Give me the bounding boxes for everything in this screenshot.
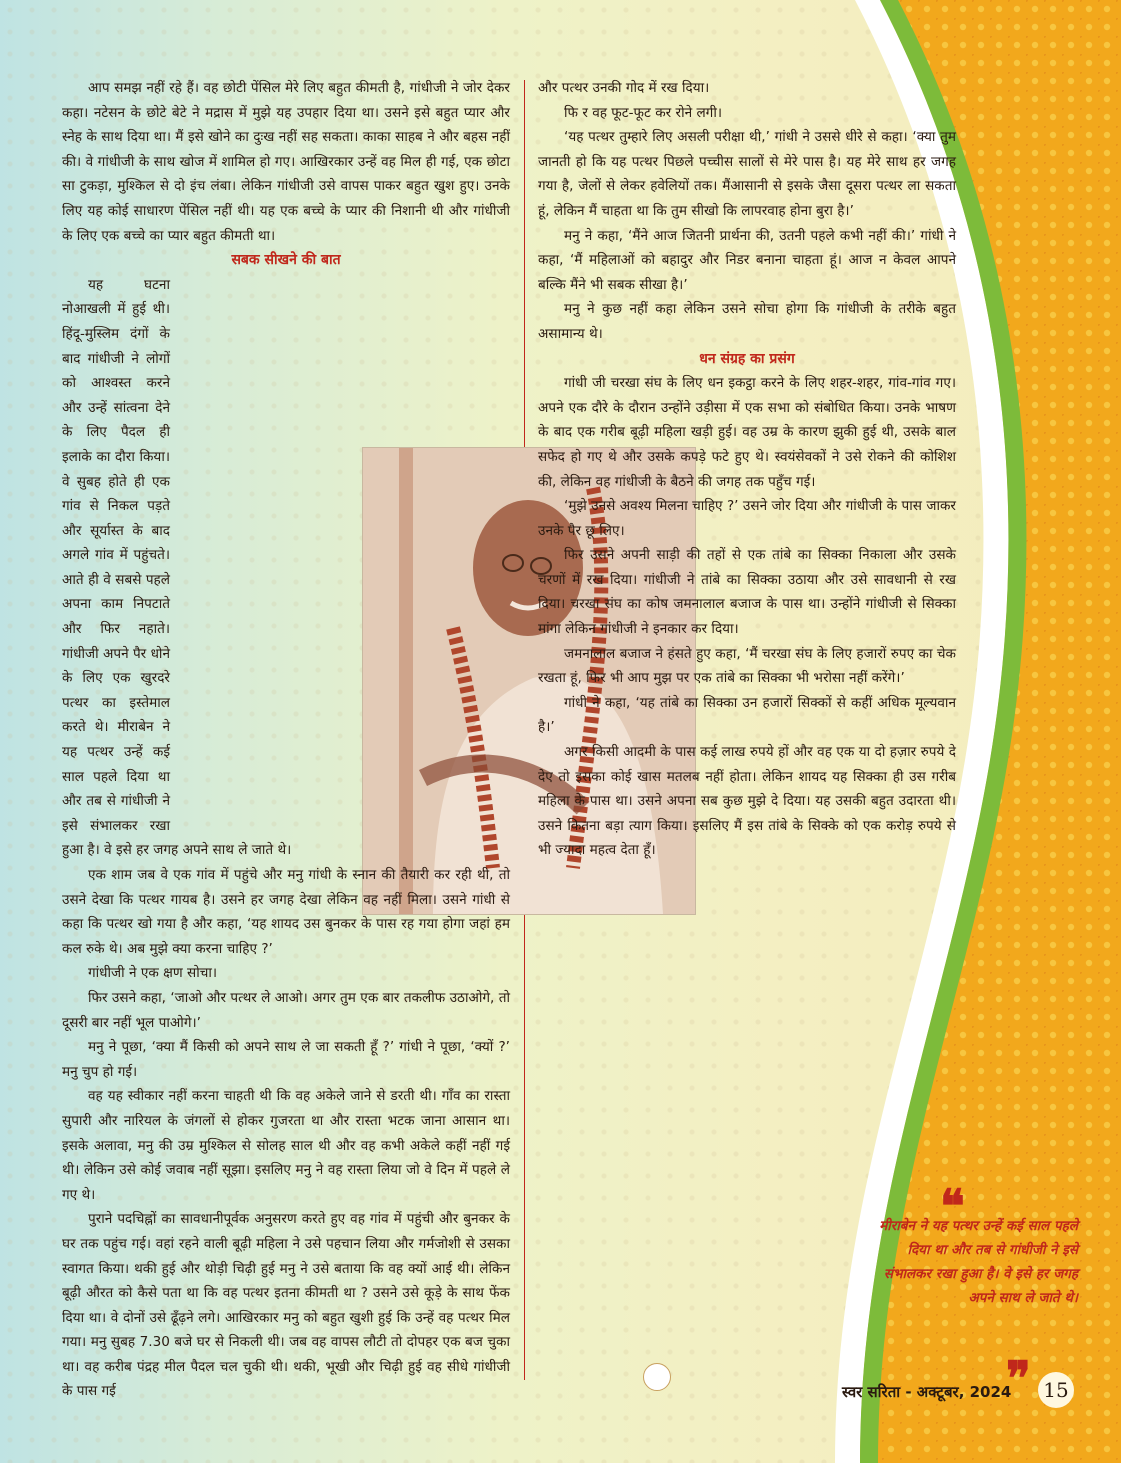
paragraph: ‘मुझे उनसे अवश्य मिलना चाहिए ?’ उसने जोर दिया और गांधीजी के पास जाकर उनके पैर छू लिए। [538, 498, 956, 539]
section-heading: सबक सीखने की बात [231, 252, 341, 269]
paragraph: आप समझ नहीं रहे हैं। वह छोटी पेंसिल मेरे लिए बहुत कीमती है, गांधीजी ने जोर देकर कहा। नटेसन के छोटे बेटे ने मद्रास में मुझे यह उपहार दिया था। उसने इसे बहुत प्यार और स्नेह के साथ दिया था। मैं इसे खोने का दुःख नहीं सह सकता। काका साहब ने और बहस नहीं की। वे गांधीजी के साथ खोज में शामिल हो गए। आखिरकार उन्हें वह मिल ही गई, एक छोटा सा टुकड़ा, मुश्किल से दो इंच लंबा। लेकिन गांधीजी उसे वापस पाकर बहुत खुश हुए। उनके लिए यह कोई साधारण पेंसिल नहीं थी। यह एक बच्चे के प्यार की निशानी थी और गांधीजी के लिए एक बच्चे का प्यार बहुत कीमती था। [62, 80, 510, 244]
paragraph: अगर किसी आदमी के पास कई लाख रुपये हों और वह एक या दो हज़ार रुपये दे देए तो इसका कोई खास मतलब नहीं होता। लेकिन शायद यह सिक्का ही उस गरीब महिला के पास था। उसने अपना सब कुछ मुझे दे दिया। यह उसकी बहुत उदारता थी। उसने कितना बड़ा त्याग किया। इसलिए मैं इस तांबे के सिक्के को एक करोड़ रुपये से भी ज्यादा महत्व देता हूँ। [538, 744, 956, 859]
paragraph: पुराने पदचिह्नों का सावधानीपूर्वक अनुसरण करते हुए वह गांव में पहुंची और बुनकर के घर तक पहुंच गई। वहां रहने वाली बूढ़ी महिला ने उसे पहचान लिया और गर्मजोशी से उसका स्वागत किया। थकी हुई और थोड़ी चिढ़ी हुई मनु ने उसे बताया कि वह क्यों आई थी। लेकिन बूढ़ी औरत को कैसे पता था कि वह पत्थर इतना कीमती था ? उसने उसे कूड़े के साथ फेंक दिया था। वे दोनों उसे ढूँढ़ने लगे। आखिरकार मनु को बहुत खुशी हुई कि उन्हें वह पत्थर मिल गया। मनु सुबह 7.30 बजे घर से निकली थी। जब वह वापस लौटी तो दोपहर एक बज चुका था। वह करीब पंद्रह मील पैदल चल चुकी थी। थकी, भूखी और चिढ़ी हुई वह सीधे गांधीजी के पास गई [62, 1211, 510, 1400]
paragraph: वह यह स्वीकार नहीं करना चाहती थी कि वह अकेले जाने से डरती थी। गाँव का रास्ता सुपारी और नारियल के जंगलों से होकर गुजरता था और रास्ता भटक जाना आसान था। इसके अलावा, मनु की उम्र मुश्किल से सोलह साल थी और वह कभी अकेले कहीं नहीं गई थी। लेकिन उसे कोई जवाब नहीं सूझा। इसलिए मनु ने वह रास्ता लिया जो वे दिन में पहले ले गए थे। [62, 1088, 510, 1203]
paragraph: फि र वह फूट-फूट कर रोने लगी। [564, 104, 723, 121]
right-column [538, 76, 956, 863]
paragraph: यह घटना नोआखली में हुई थी। हिंदू-मुस्लिम दंगों के बाद गांधीजी ने लोगों को आश्वस्त करने और उन्हें सांत्वना देने के लिए पैदल ही इलाके का दौरा किया। वे सुबह होते ही एक गांव से निकल पड़ते और सूर्यास्त के बाद अगले गांव में पहुंचते। आते ही वे सबसे पहले अपना काम निपटाते और फिर नहाते। गांधीजी अपने पैर धोने के लिए एक खुरदरे पत्थर का इस्तेमाल करते थे। मीराबेन ने यह पत्थर उन्हें कई साल पहले दिया था और तब से गांधीजी ने इसे संभालकर रखा हुआ है। वे इसे हर जगह अपने साथ ले जाते थे। [62, 276, 292, 859]
photo-spacer [178, 349, 518, 821]
section-heading: धन संग्रह का प्रसंग [699, 350, 795, 367]
paragraph: मनु ने कुछ नहीं कहा लेकिन उसने सोचा होगा कि गांधीजी के तरीके बहुत असामान्य थे। [538, 301, 956, 342]
paragraph: ‘यह पत्थर तुम्हारे लिए असली परीक्षा थी,’ गांधी ने उससे धीरे से कहा। ‘क्या तुम जानती हो कि यह पत्थर पिछले पच्चीस सालों से मेरे पास है। यह मेरे साथ हर जगह गया है, जेलों से लेकर हवेलियों तक। मैंआसानी से इसके जैसा दूसरा पत्थर ला सकता हूं, लेकिन मैं चाहता था कि तुम सीखो कि लापरवाह होना बुरा है।’ [538, 129, 956, 219]
page-number: 15 [1038, 1372, 1074, 1408]
paragraph: फिर उसने कहा, ‘जाओ और पत्थर ले आओ। अगर तुम एक बार तकलीफ उठाओगे, तो दूसरी बार नहीं भूल पाओगे।’ [62, 989, 510, 1031]
paragraph: गांधीजी ने एक क्षण सोचा। [88, 965, 218, 982]
paragraph: एक शाम जब वे एक गांव में पहुंचे और मनु गांधी के स्नान की तैयारी कर रही थी, तो उसने देखा कि पत्थर गायब है। उसने हर जगह देखा लेकिन वह नहीं मिला। उसने गांधी से कहा कि पत्थर खो गया है और कहा, ‘यह शायद उस बुनकर के पास रह गया होगा जहां हम कल रुके थे। अब मुझे क्या करना चाहिए ?’ [62, 867, 510, 957]
paragraph: फिर उसने अपनी साड़ी की तहों से एक तांबे का सिक्का निकाला और उसके चरणों में रख दिया। गांधीजी ने तांबे का सिक्का उठाया और उसे सावधानी से रख दिया। चरखा संघ का कोष जमनालाल बजाज के पास था। उन्होंने गांधीजी से सिक्का मांगा लेकिन गांधीजी ने इनकार कर दिया। [538, 547, 956, 638]
open-quote-icon: ❝ [940, 1179, 965, 1233]
paragraph: जमनालाल बजाज ने हंसते हुए कहा, ‘मैं चरखा संघ के लिए हजारों रुपए का चेक रखता हूं, फिर भी आप मुझ पर एक तांबे का सिक्का भी भरोसा नहीं करेंगे।’ [538, 645, 956, 687]
magazine-footer: स्वर सरिता - अक्टूबर, 2024 [842, 1383, 1012, 1401]
pull-quote: मीराबेन ने यह पत्थर उन्हें कई साल पहले दिया था और तब से गांधीजी ने इसे संभालकर रखा हुआ है। वे इसे हर जगह अपने साथ ले जाते थे। [879, 1218, 1078, 1306]
magazine-logo-icon [643, 1363, 671, 1391]
paragraph: गांधी जी चरखा संघ के लिए धन इकट्ठा करने के लिए शहर-शहर, गांव-गांव गए। अपने एक दौरे के दौरान उन्होंने उड़ीसा में एक सभा को संबोधित किया। उनके भाषण के बाद एक गरीब बूढ़ी महिला खड़ी हुई। वह उम्र के कारण झुकी हुई थी, उसके बाल सफेद हो गए थे और उसके कपड़े फटे हुए थे। स्वयंसेवकों ने उसे रोकने की कोशिश की, लेकिन वह गांधीजी के बैठने की जगह तक पहुँच गई। [538, 375, 956, 490]
paragraph: गांधी ने कहा, ‘यह तांबे का सिक्का उन हजारों सिक्कों से कहीं अधिक मूल्यवान है।’ [538, 694, 956, 736]
paragraph: मनु ने पूछा, ‘क्या मैं किसी को अपने साथ ले जा सकती हूँ ?’ गांधी ने पूछा, ‘क्यों ?’ मनु चुप हो गई। [62, 1039, 510, 1080]
paragraph: और पत्थर उनकी गोद में रख दिया। [538, 80, 710, 96]
paragraph: मनु ने कहा, ‘मैंने आज जितनी प्रार्थना की, उतनी पहले कभी नहीं की।’ गांधी ने कहा, ‘मैं महिलाओं को बहादुर और निडर बनाना चाहता हूं। आज न केवल आपने बल्कि मैंने भी सबक सीखा है।’ [538, 227, 956, 293]
left-column [62, 76, 510, 1404]
close-quote-icon: ❞ [1006, 1351, 1031, 1405]
